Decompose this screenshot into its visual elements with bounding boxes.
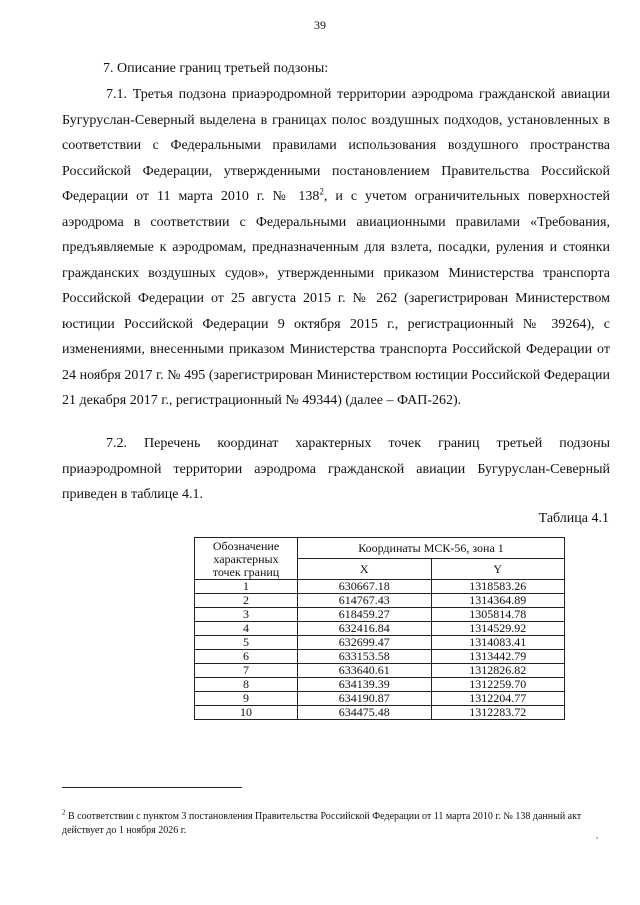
coord-x: 614767.43 <box>298 594 432 608</box>
coord-y: 1314364.89 <box>431 594 565 608</box>
footnote-marker: 2 <box>62 808 66 817</box>
coord-x: 632416.84 <box>298 622 432 636</box>
point-number: 7 <box>195 664 298 678</box>
table-body <box>195 580 565 720</box>
table-row <box>195 636 565 650</box>
header-x: X <box>298 559 432 580</box>
table-caption: Таблица 4.1 <box>538 511 609 526</box>
coord-y: 1314529.92 <box>431 622 565 636</box>
coord-x: 633640.61 <box>298 664 432 678</box>
header-coordinates: Координаты МСК-56, зона 1 <box>298 538 565 559</box>
footnote-ref[interactable]: 2 <box>319 186 324 197</box>
table-row <box>195 678 565 692</box>
point-number: 9 <box>195 692 298 706</box>
coord-y: 1313442.79 <box>431 650 565 664</box>
page-number: 39 <box>314 18 326 32</box>
table-row <box>195 594 565 608</box>
coord-y: 1312259.70 <box>431 678 565 692</box>
coord-y: 1312283.72 <box>431 706 565 720</box>
table-row <box>195 580 565 594</box>
paragraph-7-2: 7.2. Перечень координат характерных точек границ третьей подзоны приаэродромной территории аэродрома гражданской авиации Бугуруслан-Северный приведен в таблице 4.1. <box>62 436 610 502</box>
point-number: 4 <box>195 622 298 636</box>
table-header-row <box>195 538 565 559</box>
coord-y: 1318583.26 <box>431 580 565 594</box>
coordinates-table <box>194 537 565 720</box>
coord-y: 1312826.82 <box>431 664 565 678</box>
coord-x: 632699.47 <box>298 636 432 650</box>
table-row <box>195 706 565 720</box>
paragraph-7-1 <box>62 82 610 414</box>
point-number: 3 <box>195 608 298 622</box>
coord-y: 1305814.78 <box>431 608 565 622</box>
point-number: 2 <box>195 594 298 608</box>
point-number: 6 <box>195 650 298 664</box>
coord-y: 1314083.41 <box>431 636 565 650</box>
coord-x: 634139.39 <box>298 678 432 692</box>
coord-x: 630667.18 <box>298 580 432 594</box>
coord-y: 1312204.77 <box>431 692 565 706</box>
coord-x: 618459.27 <box>298 608 432 622</box>
footnote <box>62 810 614 838</box>
paragraph-7-1-text-a: 7.1. Третья подзона приаэродромной территории аэродрома гражданской авиации Бугуруслан-Северный выделена в границах полос воздушных подходов, установленных в соответствии с Федеральными правилами использования воздушного пространства Российской Федерации, утвержденными постановлением Правительства Российской Федерации от 11 марта 2010 г. № 138 <box>62 87 610 204</box>
table-row <box>195 664 565 678</box>
table-row <box>195 622 565 636</box>
header-point-name: Обозначение характерных точек границ <box>195 538 298 580</box>
point-number: 5 <box>195 636 298 650</box>
scan-mark: , <box>596 830 599 840</box>
point-number: 10 <box>195 706 298 720</box>
coord-x: 634475.48 <box>298 706 432 720</box>
table-row <box>195 692 565 706</box>
table-row <box>195 650 565 664</box>
footnote-text: В соответствии с пунктом 3 постановления Правительства Российской Федерации от 11 марта 2010 г. № 138 данный акт действует до 1 ноября 2026 г. <box>62 811 582 836</box>
table-row <box>195 608 565 622</box>
paragraph-7-1-text-b: , и с учетом ограничительных поверхностей аэродрома в соответствии с Федеральными авиационными правилами «Требования, предъявляемые к аэродромам, предназначенным для взлета, посадки, руления и стоянки гражданских воздушных судов», утвержденными приказом Министерства транспорта Российской Федерации от 25 августа 2015 г. № 262 (зарегистрирован Министерством юстиции Российской Федерации 9 октября 2015 г., регистрационный № 39264), с изменениями, внесенными приказом Министерства транспорта Российской Федерации от 24 ноября 2017 г. № 495 (зарегистрирован Министерством юстиции Российской Федерации 21 декабря 2017 г., регистрационный № 49344) (далее – ФАП-262). <box>62 189 610 408</box>
point-number: 8 <box>195 678 298 692</box>
point-number: 1 <box>195 580 298 594</box>
coord-x: 634190.87 <box>298 692 432 706</box>
coord-x: 633153.58 <box>298 650 432 664</box>
header-y: Y <box>431 559 565 580</box>
section-heading: 7. Описание границ третьей подзоны: <box>103 61 329 76</box>
footnote-divider <box>62 787 242 788</box>
